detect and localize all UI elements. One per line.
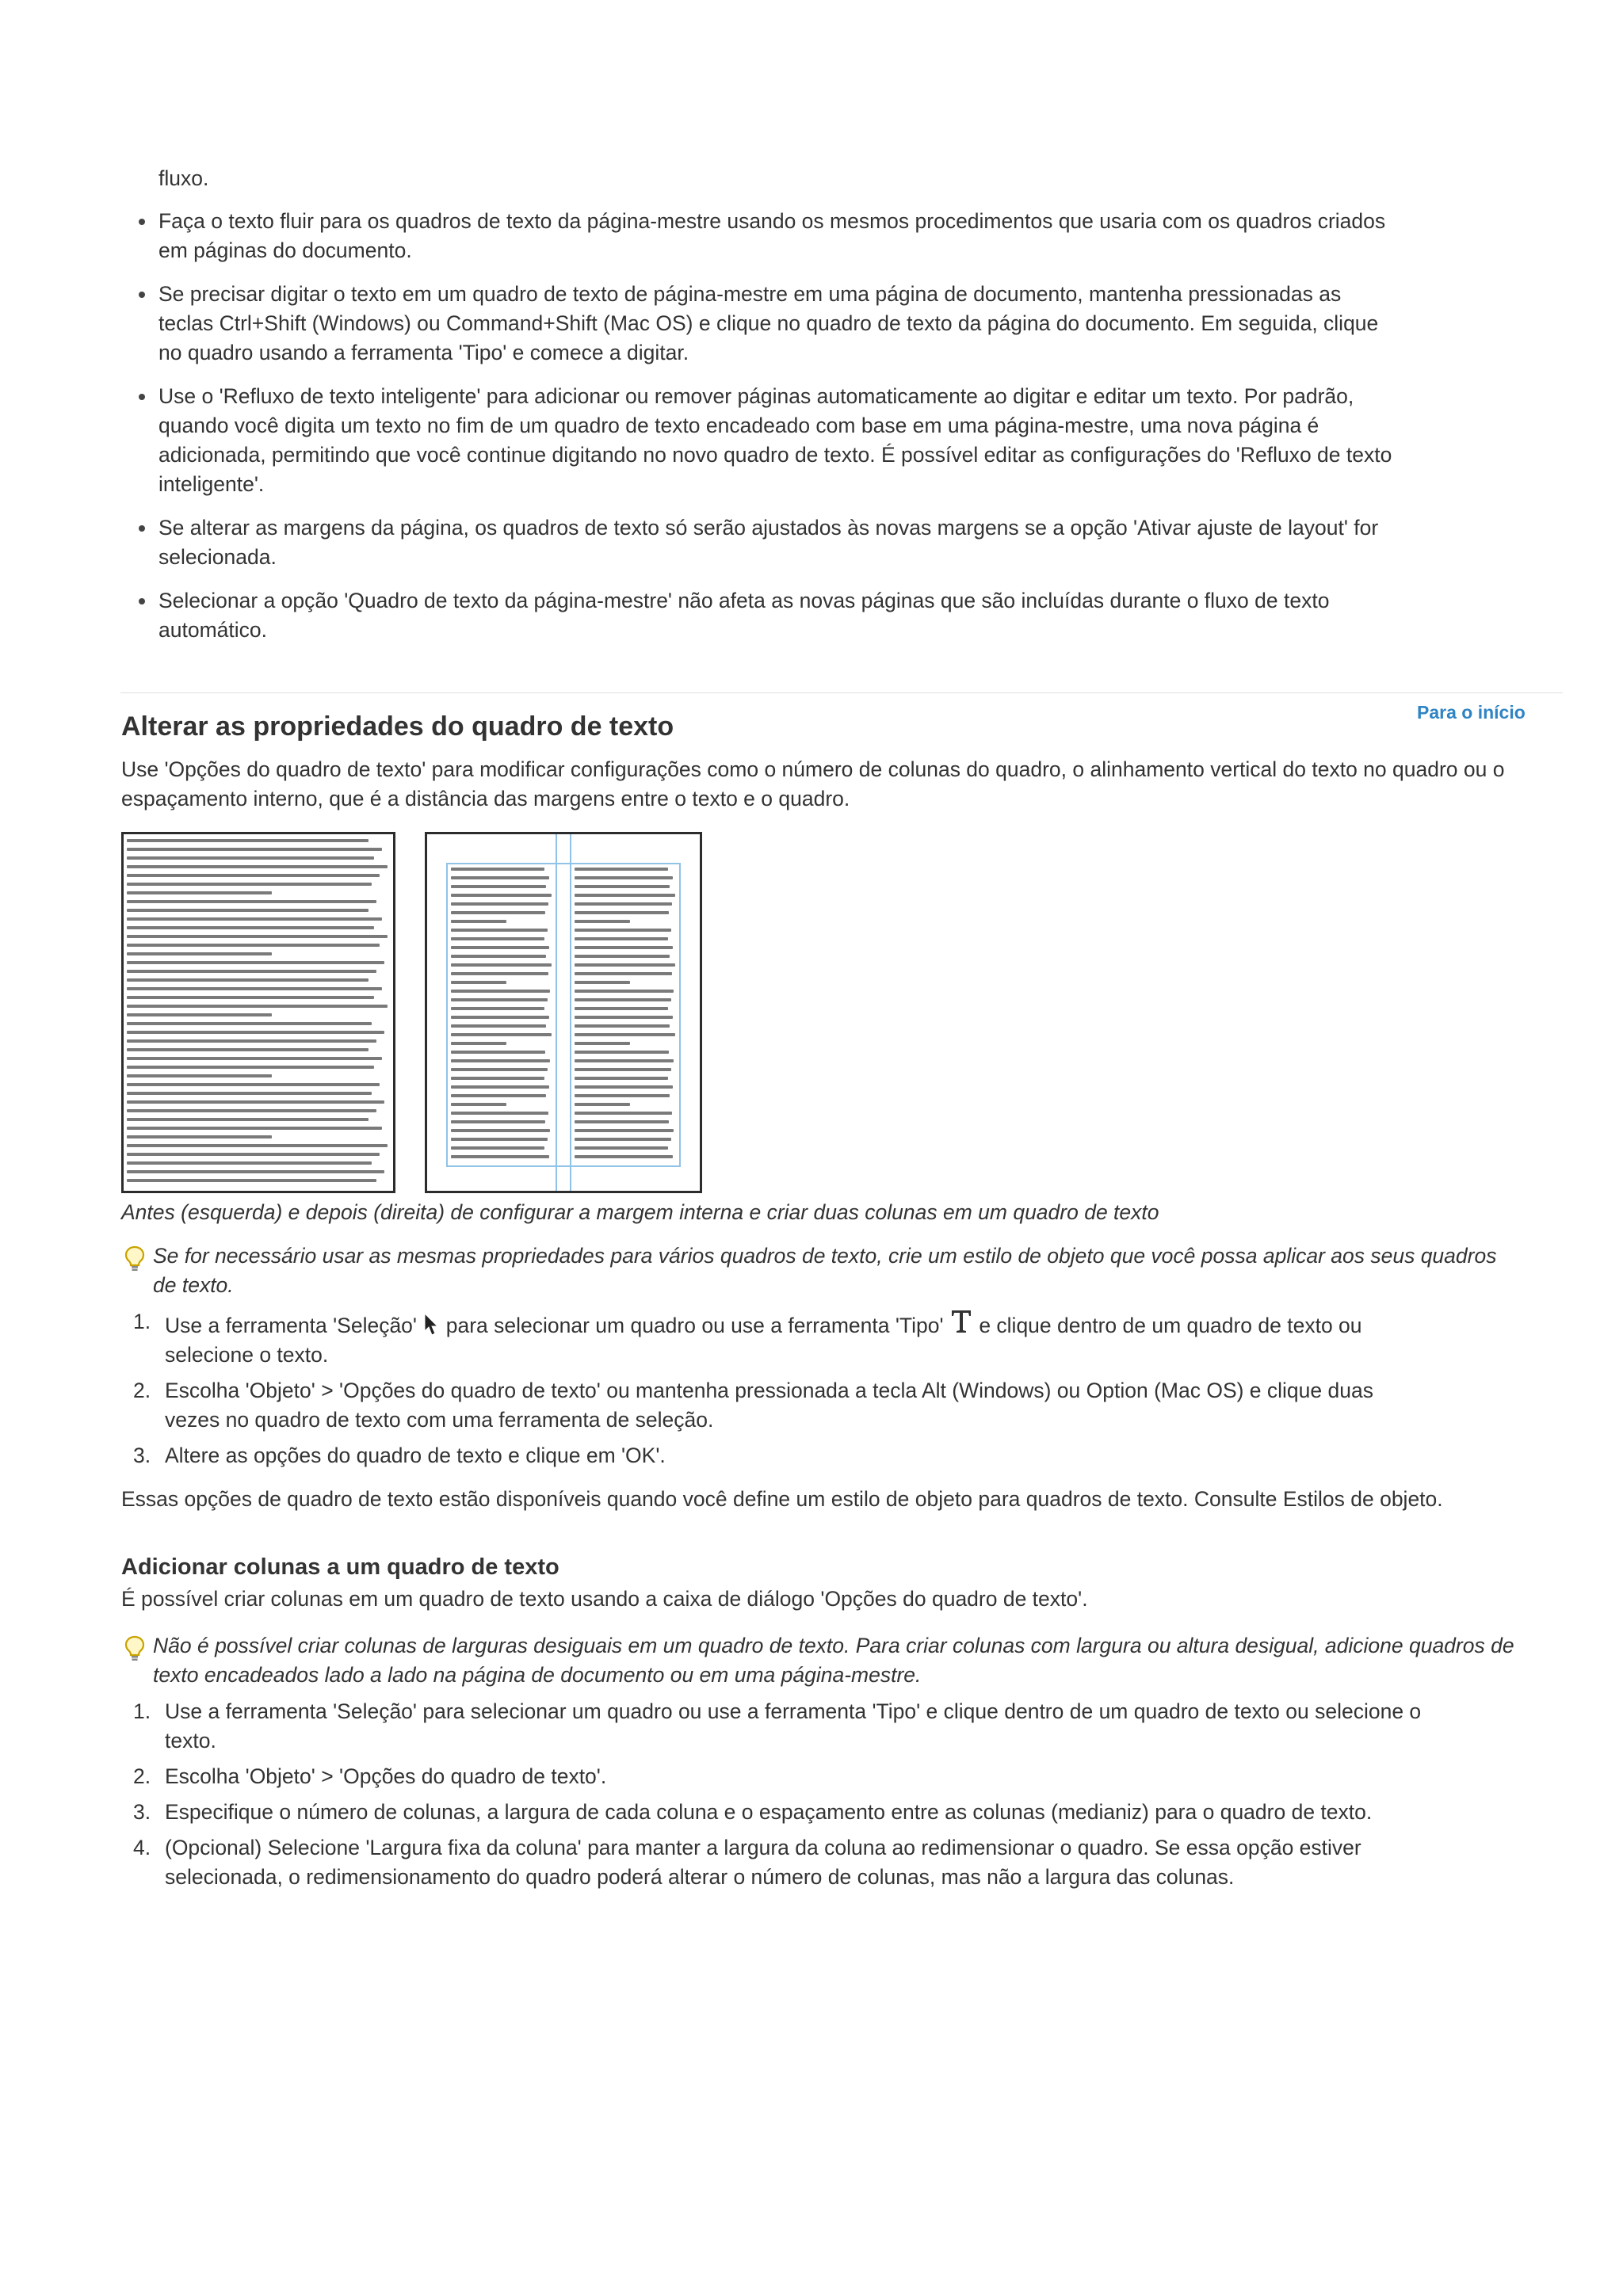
object-styles-note: Essas opções de quadro de texto estão disponíveis quando você define um estilo de objeto para quadros de texto. Consulte Estilos de objeto.: [121, 1487, 1443, 1511]
sample-text-line: [127, 909, 369, 912]
sample-text-line: [575, 1068, 671, 1071]
sample-text-line: [127, 900, 376, 903]
sample-text-line: [127, 1048, 369, 1051]
type-tool-icon: [949, 1307, 973, 1334]
sample-text-line: [575, 1085, 673, 1089]
sample-text-line: [575, 894, 675, 897]
sample-text-line: [127, 883, 372, 886]
sample-text-line: [451, 1146, 544, 1150]
sample-text-line: [127, 1153, 380, 1156]
step-number: 2.: [133, 1764, 151, 1788]
sample-text-line: [451, 1059, 550, 1062]
sample-text-line: [575, 1112, 672, 1115]
sample-text-line: [451, 955, 546, 958]
bullet-item: Selecionar a opção 'Quadro de texto da página-mestre' não afeta as novas páginas que são incluídas durante o fluxo de texto automático.: [158, 586, 1395, 645]
sample-text-line: [451, 1103, 506, 1106]
sample-text-line: [127, 926, 374, 929]
sample-text-line: [575, 1129, 674, 1132]
sample-text-line: [575, 1120, 669, 1123]
sample-text-line: [127, 1057, 382, 1060]
sample-text-line: [575, 990, 674, 993]
bullet-item: Faça o texto fluir para os quadros de texto da página-mestre usando os mesmos procedimentos que usaria com os quadros criados em páginas do documento.: [158, 207, 1395, 265]
subsection-intro: É possível criar colunas em um quadro de texto usando a caixa de diálogo 'Opções do quadro de texto'.: [121, 1587, 1088, 1611]
sample-text-line: [451, 1007, 544, 1010]
tip-text: Não é possível criar colunas de larguras desiguais em um quadro de texto. Para criar colunas com largura ou altura desigual, adicione quadros de texto encadeados lado a lado na página de documento ou em uma página-mestre.: [153, 1634, 1514, 1687]
sample-text-line: [451, 1120, 545, 1123]
sample-text-line: [575, 876, 673, 879]
step-text-part: e clique dentro de um quadro de texto ou selecione o texto.: [165, 1314, 1362, 1367]
step-item: [121, 1307, 1429, 1370]
sample-text-line: [127, 856, 374, 860]
sample-text-line: [127, 1074, 272, 1077]
sample-text-line: [575, 1138, 671, 1141]
step-number: 2.: [133, 1379, 151, 1402]
sample-text-line: [127, 961, 384, 964]
bullet-item: Se alterar as margens da página, os quadros de texto só serão ajustados às novas margens se a opção 'Ativar ajuste de layout' for selecionada.: [158, 513, 1395, 572]
sample-text-line: [575, 1059, 674, 1062]
sample-text-line: [127, 1066, 374, 1069]
sample-text-line: [451, 894, 552, 897]
sample-text-line: [127, 1100, 384, 1104]
sample-text-line: [451, 1033, 552, 1036]
subsection-title: Adicionar colunas a um quadro de texto: [121, 1554, 559, 1580]
sample-text-line: [451, 902, 548, 906]
tip-note: [123, 1631, 1518, 1690]
sample-text-line: [575, 972, 672, 975]
step-text: Altere as opções do quadro de texto e clique em 'OK'.: [165, 1444, 666, 1467]
sample-text-line: [127, 1144, 388, 1147]
sample-text-line: [575, 963, 675, 967]
bullet-item: Use o 'Refluxo de texto inteligente' para adicionar ou remover páginas automaticamente ao digitar e editar um texto. Por padrão, quando você digita um texto no fim de um quadro de texto encadeado com base em uma página-mestre, uma nova página é adicionada, permitindo que você continue digitando no novo quadro de texto. É possível editar as configurações do 'Refluxo de texto inteligente'.: [158, 382, 1395, 499]
sample-text-line: [127, 1135, 272, 1138]
sample-text-line: [127, 874, 380, 877]
sample-text-line: [451, 1155, 549, 1158]
step-item: [121, 1441, 1429, 1470]
inset-guide-left: [446, 863, 448, 1167]
step-item: [121, 1762, 1429, 1791]
sample-text-line: [127, 1127, 382, 1130]
sample-text-line: [451, 990, 550, 993]
sample-text-line: [451, 868, 544, 871]
sample-text-line: [127, 1013, 272, 1016]
sample-text-line: [575, 911, 669, 914]
sample-text-line: [127, 970, 376, 973]
sample-text-line: [575, 946, 673, 949]
step-text-part: Use a ferramenta 'Seleção': [165, 1314, 417, 1337]
inset-guide-bottom: [446, 1165, 681, 1167]
sample-text-line: [127, 1092, 372, 1095]
sample-text-line: [451, 1138, 548, 1141]
sample-text-line: [575, 1146, 668, 1150]
sample-text-line: [451, 1094, 546, 1097]
sample-text-line: [127, 848, 382, 851]
sample-text-line: [575, 929, 671, 932]
step-text: (Opcional) Selecione 'Largura fixa da coluna' para manter a largura da coluna ao redimensionar o quadro. Se essa opção estiver selecionada, o redimensionamento do quadro poderá alterar o número de colunas, mas não a largura das colunas.: [165, 1836, 1361, 1889]
step-item: [121, 1798, 1429, 1827]
sample-text-line: [575, 955, 670, 958]
sample-text-line: [575, 1051, 669, 1054]
sample-text-line: [127, 1005, 388, 1008]
sample-text-line: [127, 1031, 384, 1034]
steps-list: [121, 1697, 1429, 1898]
sample-text-line: [451, 876, 549, 879]
sample-text-line: [575, 1103, 630, 1106]
sample-text-line: [575, 1016, 673, 1019]
section-intro: Use 'Opções do quadro de texto' para modificar configurações como o número de colunas do quadro, o alinhamento vertical do texto no quadro ou o espaçamento interno, que é a distância das margens entre o texto e o quadro.: [121, 757, 1505, 810]
sample-text-line: [127, 1109, 376, 1112]
tip-text: Se for necessário usar as mesmas propriedades para vários quadros de texto, crie um estilo de objeto que você possa aplicar aos seus quadros de texto.: [153, 1244, 1497, 1297]
after-frame-image: [425, 832, 702, 1193]
section-divider: [120, 692, 1563, 693]
sample-text-line: [127, 917, 382, 921]
inset-guide-top: [446, 863, 681, 864]
step-text: Use a ferramenta 'Seleção' para selecionar um quadro ou use a ferramenta 'Tipo' e clique dentro de um quadro de texto ou selecione o texto.: [165, 1699, 1422, 1753]
step-item: [121, 1697, 1429, 1756]
before-frame-image: [121, 832, 395, 1193]
tip-note: [123, 1241, 1518, 1300]
sample-text-line: [127, 1083, 380, 1086]
sample-text-line: [451, 937, 544, 940]
sample-text-line: [451, 911, 545, 914]
step-item: [121, 1833, 1429, 1892]
tips-bullet-list: [158, 207, 1395, 659]
sample-text-line: [451, 1077, 544, 1080]
sample-text-line: [451, 981, 506, 984]
sample-text-line: [451, 920, 506, 923]
step-text: Escolha 'Objeto' > 'Opções do quadro de texto' ou mantenha pressionada a tecla Alt (Windows) ou Option (Mac OS) e clique duas vezes no quadro de texto com uma ferramenta de seleção.: [165, 1379, 1373, 1432]
sample-text-line: [451, 1042, 506, 1045]
sample-text-line: [575, 1077, 668, 1080]
sample-text-line: [127, 996, 374, 999]
arrow-cursor-icon: [422, 1312, 440, 1337]
sample-text-line: [451, 1016, 549, 1019]
sample-text-line: [127, 987, 382, 990]
sample-text-line: [451, 972, 548, 975]
sample-text-line: [575, 868, 668, 871]
sample-text-line: [575, 1155, 673, 1158]
sample-text-line: [451, 1051, 545, 1054]
sample-text-line: [575, 1033, 675, 1036]
step-number: 4.: [133, 1836, 151, 1859]
sample-text-line: [451, 1112, 548, 1115]
sample-text-line: [127, 1039, 376, 1043]
sample-text-line: [127, 865, 388, 868]
sample-text-line: [127, 891, 272, 894]
sample-text-line: [575, 885, 670, 888]
sample-text-line: [575, 920, 630, 923]
step-number: 1.: [133, 1699, 151, 1723]
inset-guide-right: [679, 863, 681, 1167]
sample-text-line: [451, 946, 549, 949]
sample-text-line: [575, 1024, 670, 1028]
step-item: [121, 1376, 1429, 1435]
sample-text-line: [575, 981, 630, 984]
lightbulb-icon: [123, 1634, 147, 1661]
sample-text-line: [575, 998, 671, 1001]
bullet-item: Se precisar digitar o texto em um quadro de texto de página-mestre em uma página de documento, mantenha pressionadas as teclas Ctrl+Shift (Windows) ou Command+Shift (Mac OS) e clique no quadro de texto da página do documento. Em seguida, clique no quadro usando a ferramenta 'Tipo' e comece a digitar.: [158, 280, 1395, 368]
gutter-guide-right: [570, 834, 571, 1191]
sample-text-line: [127, 1022, 372, 1025]
sample-text-line: [575, 1094, 670, 1097]
sample-text-line: [451, 1068, 548, 1071]
steps-list: [121, 1307, 1429, 1477]
sample-text-line: [127, 1170, 384, 1173]
sample-text-line: [451, 1024, 546, 1028]
sample-text-line: [575, 1007, 668, 1010]
section-title: Alterar as propriedades do quadro de texto: [121, 711, 674, 742]
sample-text-line: [451, 929, 548, 932]
sample-text-line: [451, 963, 552, 967]
step-number: 3.: [133, 1444, 151, 1467]
sample-text-line: [451, 1085, 549, 1089]
step-text: Especifique o número de colunas, a largura de cada coluna e o espaçamento entre as colunas (medianiz) para o quadro de texto.: [165, 1800, 1373, 1824]
sample-text-line: [127, 978, 369, 982]
sample-text-line: [451, 885, 546, 888]
back-to-top-link[interactable]: Para o início: [1417, 702, 1526, 723]
sample-text-line: [127, 952, 272, 955]
sample-text-line: [575, 902, 672, 906]
step-text: Escolha 'Objeto' > 'Opções do quadro de texto'.: [165, 1764, 607, 1788]
sample-text-line: [127, 839, 369, 842]
step-number: 3.: [133, 1800, 151, 1824]
sample-text-line: [127, 1179, 376, 1182]
sample-text-line: [127, 944, 380, 947]
step-number: 1.: [133, 1310, 151, 1333]
continuation-text: fluxo.: [158, 166, 209, 190]
sample-text-line: [127, 1118, 369, 1121]
step-text-part: para selecionar um quadro ou use a ferramenta 'Tipo': [445, 1314, 944, 1337]
sample-text-line: [451, 998, 548, 1001]
sample-text-line: [451, 1129, 550, 1132]
gutter-guide-left: [556, 834, 557, 1191]
image-caption: Antes (esquerda) e depois (direita) de configurar a margem interna e criar duas colunas em um quadro de texto: [121, 1200, 1159, 1224]
lightbulb-icon: [123, 1245, 147, 1272]
sample-text-line: [575, 937, 668, 940]
sample-text-line: [127, 935, 388, 938]
sample-text-line: [127, 1161, 372, 1165]
sample-text-line: [575, 1042, 630, 1045]
